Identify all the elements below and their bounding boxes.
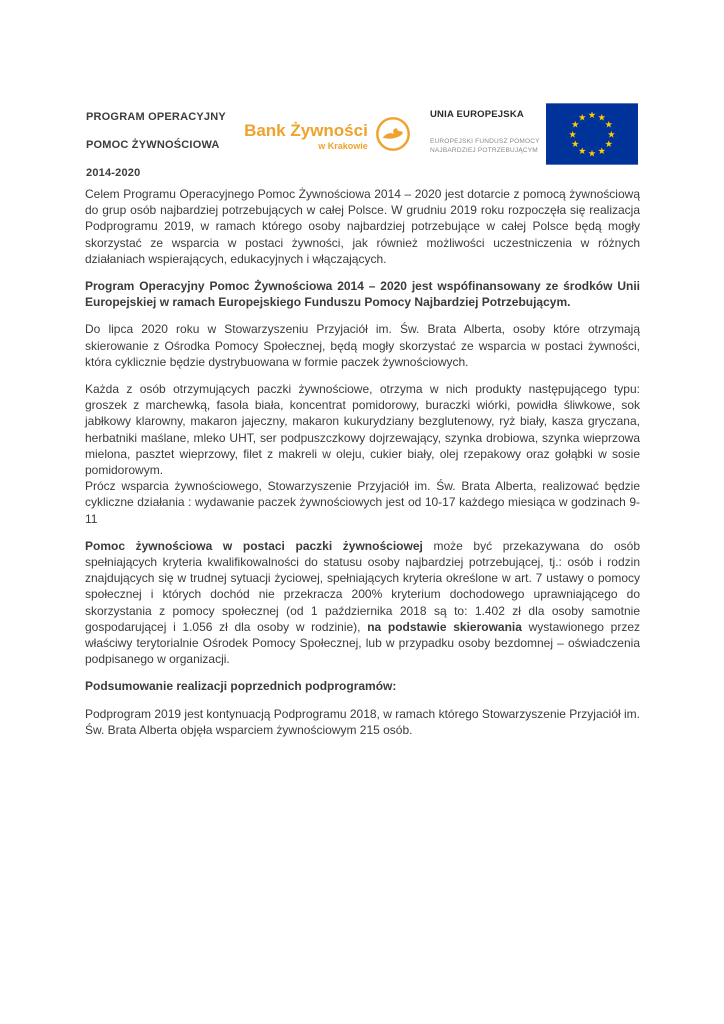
eu-title: UNIA EUROPEJSKA <box>429 109 524 120</box>
svg-text:★: ★ <box>568 129 577 141</box>
paragraph-products: Każda z osób otrzymujących paczki żywnościowe, otrzyma w nich produkty następującego typu: groszek z marchewką, fasola biała, koncentrat pomidorowy, buraczki wiórki, powidła śliwkowe, sok jabłkowy klarowny, makaron jajeczny, makaron kukurydziany bezglutenowy, ryż biały, kasza gryczana, herbatniki maślane, mleko UHT, ser podpuszczkowy dojrzewający, szynka drobiowa, szynka wieprzowa mielona, pasztet wieprzowy, filet z makreli w oleju, cukier biały, olej rzepakowy oraz gołąbki w sosie pomidorowym. <box>85 382 640 478</box>
paragraph-eligibility <box>85 538 640 668</box>
eligibility-bold-mid: na podstawie skierowania <box>367 619 522 634</box>
program-title-line2: POMOC ŻYWNOŚCIOWA <box>86 139 220 151</box>
program-title-line3: 2014-2020 <box>86 167 141 179</box>
eu-block <box>430 103 638 165</box>
summary-heading: Podsumowanie realizacji poprzednich podprogramów: <box>85 679 397 694</box>
svg-text:★: ★ <box>597 112 606 124</box>
svg-text:★: ★ <box>571 119 580 131</box>
svg-text:★: ★ <box>587 109 597 121</box>
svg-text:★: ★ <box>604 138 613 150</box>
paragraph-summary: Podprogram 2019 jest kontynuacją Podprogramu 2018, w ramach którego Stowarzyszenie Przyjaciół im. Św. Brata Alberta objęła wsparciem żywnościowym 215 osób. <box>85 706 640 737</box>
program-title-line1: PROGRAM OPERACYJNY <box>86 111 226 123</box>
bank-zywnosci-logo <box>244 115 412 158</box>
eligibility-mid: może być przekazywana do osób spełniających kryteria kwalifikowalności do statusu osoby najbardziej potrzebującej, tj.: osób i rodzin znajdujących się w trudnej sytuacji życiowej, spełniających kryteria określone w art. 7 ustawy o pomocy społecznej i których dochód nie przekracza 200% kryterium dochodowego uprawniającego do skorzystania z pomocy społecznej (od 1 października 2018 są to: 1.402 zł dla osoby samotnie gospodarującej i 1.056 zł dla osoby w rodzinie), <box>85 538 640 634</box>
eu-flag-icon <box>546 103 638 165</box>
bank-bird-icon <box>374 115 412 158</box>
bank-logo-subtitle: w Krakowie <box>318 141 368 151</box>
bank-logo-text <box>244 122 368 151</box>
eu-subtitle-line1: EUROPEJSKI FUNDUSZ POMOCY <box>429 138 540 145</box>
eligibility-bold-lead: Pomoc żywnościowa w postaci paczki żywnościowej <box>85 538 423 553</box>
svg-text:★: ★ <box>587 148 597 160</box>
paragraph-schedule: Prócz wsparcia żywnościowego, Stowarzyszenie Przyjaciół im. Św. Brata Alberta, realizować będzie cykliczne działania : wydawanie paczek żywnościowych jest od 10-17 każdego miesiąca w godzinach 9-11 <box>85 479 640 526</box>
eligibility-tail: wystawionego przez właściwy terytorialnie Ośrodek Pomocy Społecznej, lub w przypadku osoby bezdomnej – oświadczenia podpisanego w organizacji. <box>85 619 641 667</box>
paragraph-intro: Celem Programu Operacyjnego Pomoc Żywnościowa 2014 – 2020 jest dotarcie z pomocą żywnościową do grup osób najbardziej potrzebujących w całej Polsce. W grudniu 2019 roku rozpoczęła się realizacja Podprogramu 2019, w ramach którego osoby najbardziej potrzebujące w całej Polsce będą mogły skorzystać ze wsparcia w postaci żywności, jak również możliwości uczestniczenia w różnych działaniach wspierających, edukacyjnych i włączających. <box>85 187 640 266</box>
eu-subtitle-line2: NAJBARDZIEJ POTRZEBUJĄCYM <box>429 147 538 154</box>
svg-text:★: ★ <box>597 146 606 158</box>
svg-text:★: ★ <box>571 138 580 150</box>
paragraph-distribution: Do lipca 2020 roku w Stowarzyszeniu Przyjaciół im. Św. Brata Alberta, osoby które otrzymają skierowanie z Ośrodka Pomocy Społecznej, będą mogły skorzystać ze wsparcia w postaci żywności, która cyklicznie będzie dystrybuowana w formie paczek żywnościowych. <box>85 322 640 369</box>
bank-logo-title: Bank Żywności <box>244 121 368 140</box>
svg-text:★: ★ <box>578 112 587 124</box>
svg-text:★: ★ <box>607 129 616 141</box>
program-title-block <box>86 103 226 187</box>
paragraph-cofinancing: Program Operacyjny Pomoc Żywnościowa 2014 – 2020 jest wspófinansowany ze środków Unii Europejskiej w ramach Europejskiego Funduszu Pomocy Najbardziej Potrzebującym. <box>85 279 640 310</box>
eu-text-block <box>430 103 538 155</box>
svg-text:★: ★ <box>604 119 613 131</box>
document-header <box>86 103 638 187</box>
svg-text:★: ★ <box>578 146 587 158</box>
document-body <box>85 186 640 749</box>
